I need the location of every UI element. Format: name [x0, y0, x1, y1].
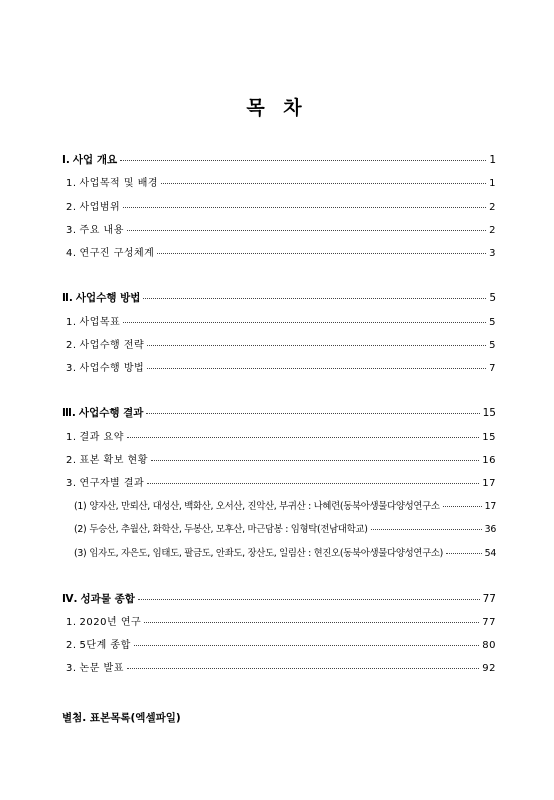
item-number: 1. [66, 178, 77, 189]
section-number: Ⅰ. [62, 154, 70, 166]
leader-dots [127, 427, 479, 438]
page-number: 5 [489, 317, 496, 328]
leader-dots [143, 288, 486, 299]
leader-dots [147, 335, 486, 346]
toc-item-3-2[interactable] [62, 452, 496, 468]
item-label: 사업목표 [79, 317, 121, 328]
subitem-label: 임자도, 자은도, 임태도, 팔금도, 안좌도, 장산도, 일림산 : 현진오(동북아생물다양성연구소) [89, 548, 443, 559]
page-number: 2 [489, 202, 496, 213]
item-label: 연구진 구성체계 [79, 248, 155, 259]
item-number: 4. [66, 248, 77, 259]
page-number: 17 [484, 501, 496, 512]
page-number: 80 [482, 640, 496, 651]
leader-dots [147, 473, 479, 484]
page-number: 3 [489, 248, 496, 259]
toc-item-1-1[interactable] [62, 175, 496, 191]
item-label: 사업목적 및 배경 [79, 178, 159, 189]
subitem-label: 양자산, 만뢰산, 대성산, 백화산, 오서산, 진악산, 부귀산 : 나혜련(동북아생물다양성연구소 [89, 501, 440, 512]
section-label: 사업 개요 [72, 154, 118, 166]
page-title: 목 차 [246, 97, 308, 119]
page-number: 7 [489, 363, 496, 374]
leader-dots [123, 197, 486, 208]
subitem-number: (3) [74, 548, 87, 559]
page-number: 36 [484, 524, 496, 535]
leader-dots [443, 496, 482, 507]
toc-item-3-3[interactable] [62, 475, 496, 491]
leader-dots [151, 450, 479, 461]
page-number: 15 [482, 432, 496, 443]
section-number: Ⅱ. [62, 292, 73, 304]
toc-subitem-3-3-1[interactable] [74, 498, 496, 514]
toc-item-2-2[interactable] [62, 337, 496, 353]
subitem-label: 두승산, 추월산, 화학산, 두봉산, 모후산, 마근담봉 : 임형탁(전남대학교) [89, 524, 368, 535]
item-number: 3. [66, 363, 77, 374]
toc-item-4-2[interactable] [62, 637, 496, 653]
item-number: 3. [66, 225, 77, 236]
item-number: 2. [66, 455, 77, 466]
leader-dots [446, 543, 482, 554]
toc-section-4[interactable] [62, 591, 496, 607]
section-label: 사업수행 결과 [78, 407, 144, 419]
page-number: 5 [489, 292, 496, 304]
leader-dots [138, 589, 480, 600]
leader-dots [146, 403, 479, 414]
page-number: 1 [489, 154, 496, 166]
toc-subitem-3-3-2[interactable] [74, 521, 496, 537]
item-number: 2. [66, 340, 77, 351]
item-number: 2. [66, 640, 77, 651]
item-number: 3. [66, 478, 77, 489]
page-number: 15 [482, 407, 496, 419]
item-label: 주요 내용 [79, 225, 124, 236]
page-number: 54 [484, 548, 496, 559]
item-label: 연구자별 결과 [79, 478, 145, 489]
leader-dots [147, 358, 486, 369]
toc-item-4-1[interactable] [62, 614, 496, 630]
appendix-label: 별첨. 표본목록(엑셀파일) [62, 712, 181, 724]
toc-item-2-3[interactable] [62, 360, 496, 376]
section-number: Ⅳ. [62, 593, 78, 605]
toc-item-1-2[interactable] [62, 199, 496, 215]
page-number: 92 [482, 663, 496, 674]
toc-item-4-3[interactable] [62, 660, 496, 676]
section-number: Ⅲ. [62, 407, 76, 419]
page-number: 5 [489, 340, 496, 351]
leader-dots [161, 173, 486, 184]
item-number: 3. [66, 663, 77, 674]
item-label: 사업수행 방법 [79, 363, 145, 374]
item-number: 1. [66, 432, 77, 443]
leader-dots [134, 635, 480, 646]
section-label: 사업수행 방법 [75, 292, 141, 304]
item-number: 1. [66, 617, 77, 628]
leader-dots [123, 312, 486, 323]
toc-subitem-3-3-3[interactable] [74, 545, 496, 561]
toc-item-2-1[interactable] [62, 314, 496, 330]
page-number: 2 [489, 225, 496, 236]
page-number: 1 [489, 178, 496, 189]
leader-dots [144, 612, 479, 623]
page-number: 77 [482, 593, 496, 605]
item-label: 2020년 연구 [79, 617, 142, 628]
leader-dots [120, 150, 486, 161]
section-label: 성과물 종합 [80, 593, 135, 605]
item-number: 2. [66, 202, 77, 213]
leader-dots [127, 220, 486, 231]
item-label: 사업수행 전략 [79, 340, 145, 351]
leader-dots [127, 658, 479, 669]
leader-dots [157, 243, 486, 254]
page-number: 77 [482, 617, 496, 628]
page-number: 17 [482, 478, 496, 489]
item-label: 표본 확보 현황 [79, 455, 148, 466]
toc-section-2[interactable] [62, 290, 496, 306]
page-number: 16 [482, 455, 496, 466]
toc-item-1-3[interactable] [62, 222, 496, 238]
toc-section-3[interactable] [62, 405, 496, 421]
item-number: 1. [66, 317, 77, 328]
leader-dots [371, 519, 482, 530]
item-label: 5단계 종합 [79, 640, 131, 651]
toc-section-1[interactable] [62, 152, 496, 168]
toc-item-1-4[interactable] [62, 245, 496, 261]
toc-item-3-1[interactable] [62, 429, 496, 445]
item-label: 결과 요약 [79, 432, 124, 443]
subitem-number: (2) [74, 524, 87, 535]
item-label: 논문 발표 [79, 663, 124, 674]
subitem-number: (1) [74, 501, 87, 512]
item-label: 사업범위 [79, 202, 121, 213]
